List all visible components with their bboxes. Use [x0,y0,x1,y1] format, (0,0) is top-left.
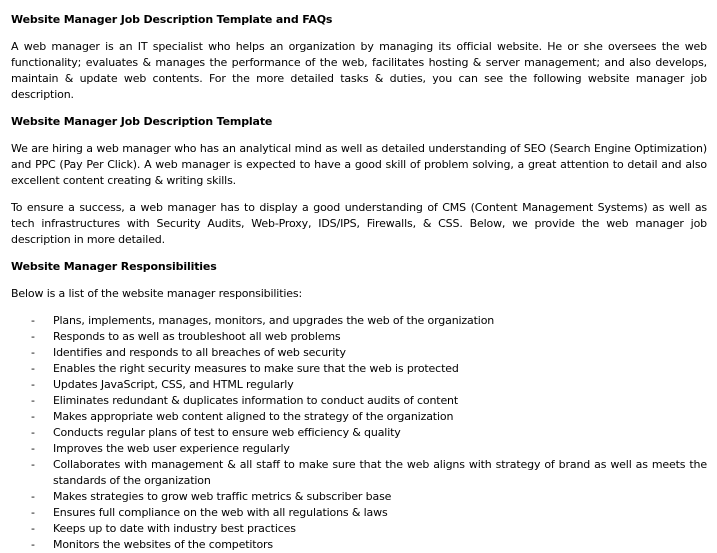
bullet-dash: - [31,426,35,439]
list-item [11,537,707,553]
template-paragraph-2: To ensure a success, a web manager has to display a good understanding of CMS (Content Management Systems) as well as tech infrastructures with Security Audits, Web-Proxy, IDS/IPS, Firewalls, & CSS. Below, we provide the web manager job description in more detailed. [11,201,707,246]
list-item-text: Updates JavaScript, CSS, and HTML regularly [53,378,294,391]
intro-paragraph: A web manager is an IT specialist who helps an organization by managing its official website. He or she oversees the web functionality; evaluates & manages the performance of the web, facilitates hosting & server management; and also develops, maintain & update web contents. For the more detailed tasks & duties, you can see the following website manager job description. [11,40,707,101]
list-item-text: Ensures full compliance on the web with all regulations & laws [53,506,388,519]
responsibilities-intro: Below is a list of the website manager responsibilities: [11,287,303,300]
list-item-text: Collaborates with management & all staff to make sure that the web aligns with strategy of brand as well as meets the standards of the organization [53,458,707,487]
list-item [11,393,707,409]
bullet-dash: - [31,410,35,423]
bullet-dash: - [31,538,35,551]
list-item-text: Conducts regular plans of test to ensure web efficiency & quality [53,426,401,439]
list-item [11,313,707,329]
list-item [11,345,707,361]
list-item [11,409,707,425]
list-item [11,457,707,489]
list-item [11,377,707,393]
list-item-text: Enables the right security measures to make sure that the web is protected [53,362,459,375]
list-item-text: Makes appropriate web content aligned to the strategy of the organization [53,410,454,423]
list-item-text: Responds to as well as troubleshoot all web problems [53,330,341,343]
bullet-dash: - [31,314,35,327]
responsibilities-heading: Website Manager Responsibilities [11,260,217,273]
list-item-text: Plans, implements, manages, monitors, and upgrades the web of the organization [53,314,495,327]
list-item [11,441,707,457]
template-paragraph-1: We are hiring a web manager who has an analytical mind as well as detailed understanding of SEO (Search Engine Optimization) and PPC (Pay Per Click). A web manager is expected to have a good skill of problem solving, a great attention to detail and also excellent content creating & writing skills. [11,142,707,187]
bullet-dash: - [31,458,35,471]
bullet-dash: - [31,522,35,535]
bullet-dash: - [31,442,35,455]
list-item-text: Monitors the websites of the competitors [53,538,273,551]
list-item [11,329,707,345]
list-item-text: Improves the web user experience regularly [53,442,290,455]
list-item [11,425,707,441]
bullet-dash: - [31,362,35,375]
list-item-text: Keeps up to date with industry best practices [53,522,296,535]
list-item [11,361,707,377]
bullet-dash: - [31,330,35,343]
list-item [11,505,707,521]
bullet-dash: - [31,394,35,407]
bullet-dash: - [31,490,35,503]
bullet-dash: - [31,378,35,391]
bullet-dash: - [31,346,35,359]
responsibilities-list [11,313,707,553]
list-item-text: Makes strategies to grow web traffic metrics & subscriber base [53,490,392,503]
list-item-text: Eliminates redundant & duplicates information to conduct audits of content [53,394,459,407]
list-item [11,521,707,537]
list-item-text: Identifies and responds to all breaches of web security [53,346,346,359]
template-heading: Website Manager Job Description Template [11,115,273,128]
document-title: Website Manager Job Description Template and FAQs [11,13,333,26]
bullet-dash: - [31,506,35,519]
list-item [11,489,707,505]
